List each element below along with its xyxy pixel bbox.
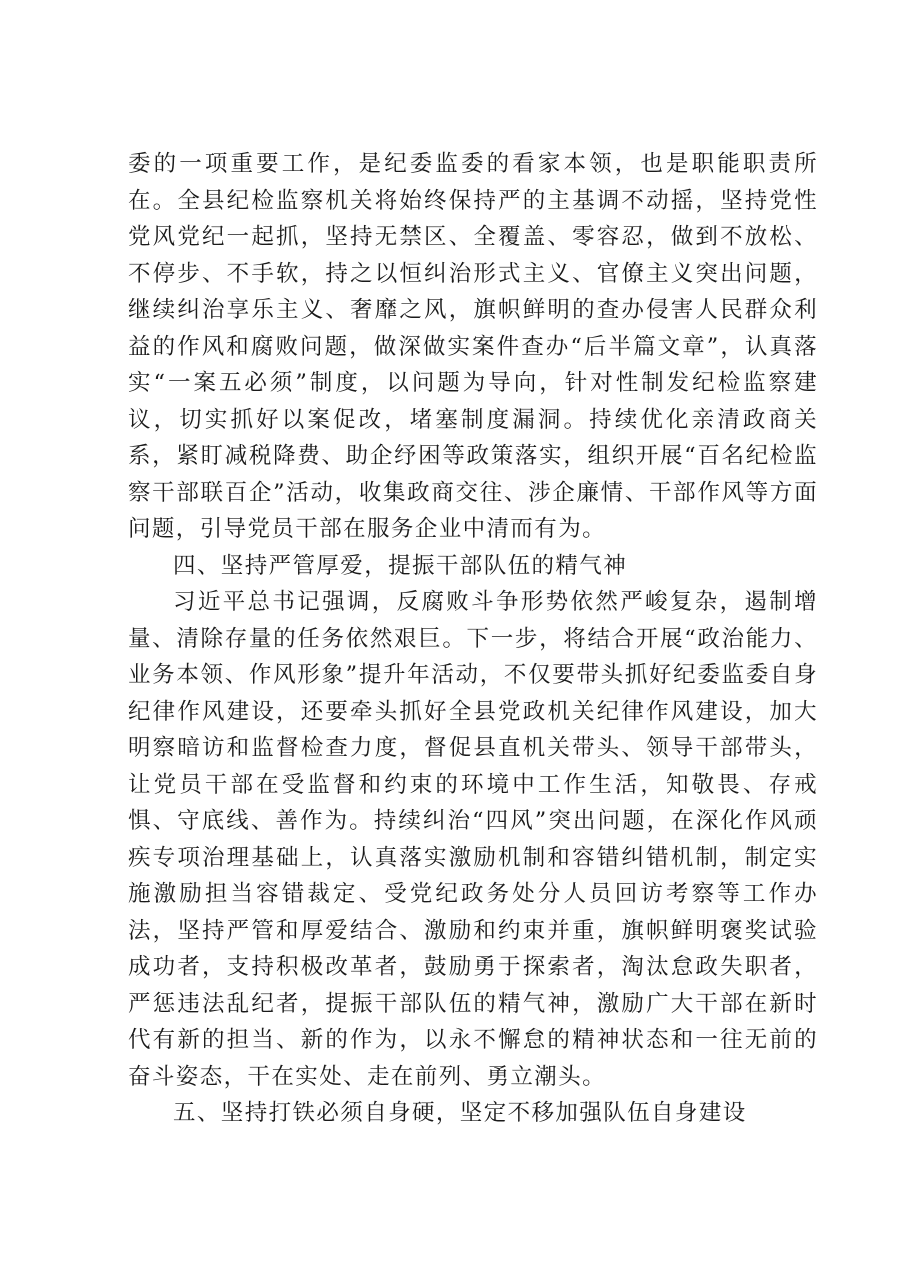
paragraph-continued: 委的一项重要工作，是纪委监委的看家本领，也是职能职责所在。全县纪检监察机关将始终保持严的主基调不动摇，坚持党性党风党纪一起抓，坚持无禁区、全覆盖、零容忍，做到不放松、不停步、不手软，持之以恒纠治形式主义、官僚主义突出问题，继续纠治享乐主义、奢靡之风，旗帜鲜明的查办侵害人民群众利益的作风和腐败问题，做深做实案件查办“后半篇文章”，认真落实“一案五必须”制度，以问题为导向，针对性制发纪检监察建议，切实抓好以案促改，堵塞制度漏洞。持续优化亲清政商关系，紧盯减税降费、助企纾困等政策落实，组织开展“百名纪检监察干部联百企”活动，收集政商交往、涉企廉情、干部作风等方面问题，引导党员干部在服务企业中清而有为。: [128, 151, 818, 542]
paragraph-section-four: 习近平总书记强调，反腐败斗争形势依然严峻复杂，遏制增量、清除存量的任务依然艰巨。下一步，将结合开展“政治能力、业务本领、作风形象”提升年活动，不仅要带头抓好纪委监委自身纪律作风建设，还要牵头抓好全县党政机关纪律作风建设，加大明察暗访和监督检查力度，督促县直机关带头、领导干部带头，让党员干部在受监督和约束的环境中工作生活，知敬畏、存戒惧、守底线、善作为。持续纠治“四风”突出问题，在深化作风顽疾专项治理基础上，认真落实激励机制和容错纠错机制，制定实施激励担当容错裁定、受党纪政务处分人员回访考察等工作办法，坚持严管和厚爱结合、激励和约束并重，旗帜鲜明褒奖试验成功者，支持积极改革者，鼓励勇于探索者，淘汰怠政失职者，严惩违法乱纪者，提振干部队伍的精气神，激励广大干部在新时代有新的担当、新的作为，以永不懈怠的精神状态和一往无前的奋斗姿态，干在实处、走在前列、勇立潮头。: [128, 589, 818, 1090]
section-heading-five: 五、坚持打铁必须自身硬，坚定不移加强队伍自身建设: [173, 1100, 747, 1126]
section-heading-four: 四、坚持严管厚爱，提振干部队伍的精气神: [173, 552, 628, 579]
document-body: [128, 146, 818, 1132]
